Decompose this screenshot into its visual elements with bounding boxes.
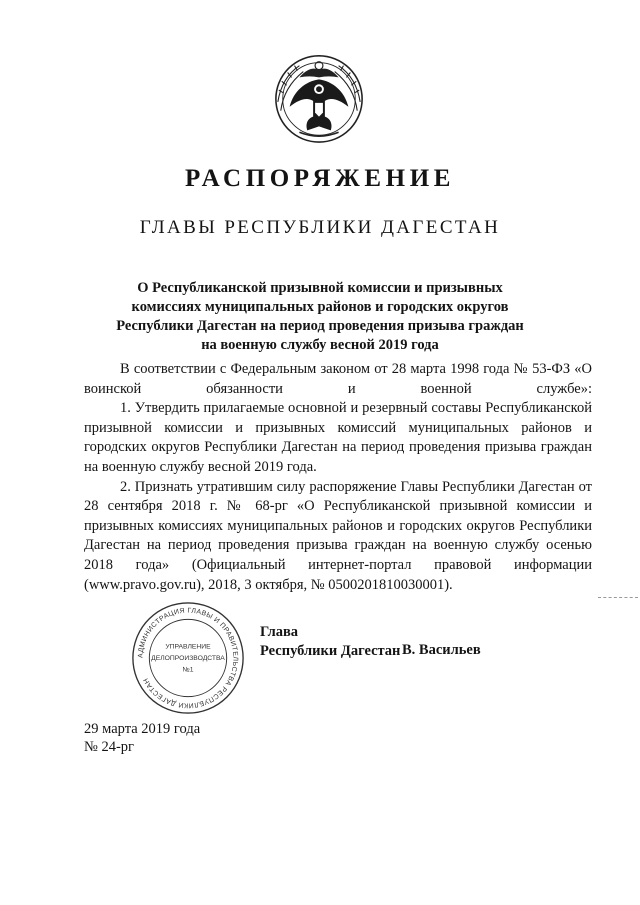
coat-of-arms-emblem	[270, 48, 368, 146]
subject-line: О Республиканской призывной комиссии и призывных	[137, 280, 503, 296]
document-subject	[100, 279, 540, 355]
document-number: № 24-рг	[84, 739, 134, 755]
document-subtitle: ГЛАВЫ РЕСПУБЛИКИ ДАГЕСТАН	[139, 217, 501, 238]
stamp-center-text: ДЕЛОПРОИЗВОДСТВА	[151, 654, 225, 662]
margin-mark	[598, 597, 638, 598]
stamp-center-text: №1	[182, 666, 194, 674]
document-date: 29 марта 2019 года	[84, 721, 201, 737]
signatory-role-line: Глава	[260, 624, 299, 640]
signatory-position	[260, 623, 400, 661]
signatory-name: В. Васильев	[402, 642, 481, 658]
stamp-ring-text: АДМИНИСТРАЦИЯ ГЛАВЫ И ПРАВИТЕЛЬСТВА РЕСПУБЛИКИ ДАГЕСТАН	[137, 607, 239, 709]
document-body	[84, 360, 592, 595]
official-stamp	[130, 600, 246, 716]
body-paragraph-item-1: 1. Утвердить прилагаемые основной и резервный составы Республиканской призывной комиссии и призывных комиссий муниципальных районов и городских округов Республики Дагестан на период проведения призыва граждан на военную службу весной 2019 года.	[84, 400, 592, 475]
subject-line: комиссиях муниципальных районов и городских округов	[131, 299, 509, 315]
subject-line: Республики Дагестан на период проведения призыва граждан	[116, 318, 524, 334]
document-title: РАСПОРЯЖЕНИЕ	[184, 165, 456, 192]
stamp-center-text: УПРАВЛЕНИЕ	[165, 643, 211, 651]
signatory-role-line: Республики Дагестан	[260, 643, 401, 659]
body-paragraph-preamble: В соответствии с Федеральным законом от 28 марта 1998 года № 53-ФЗ «О воинской обязанности и военной службе»:	[84, 361, 592, 397]
document-footer	[84, 720, 200, 756]
subject-line: на военную службу весной 2019 года	[201, 337, 439, 353]
body-paragraph-item-2: 2. Признать утратившим силу распоряжение Главы Республики Дагестан от 28 сентября 2018 г. № 68-рг «О Республиканской призывной комиссии и призывных комиссиях муниципальных районов и городских округов Республики Дагестан на период проведения призыва граждан на военную службу осенью 2018 года» (Официальный интернет-портал правовой информации (www.pravo.gov.ru), 2018, 3 октября, № 0500201810030001).	[84, 478, 592, 593]
